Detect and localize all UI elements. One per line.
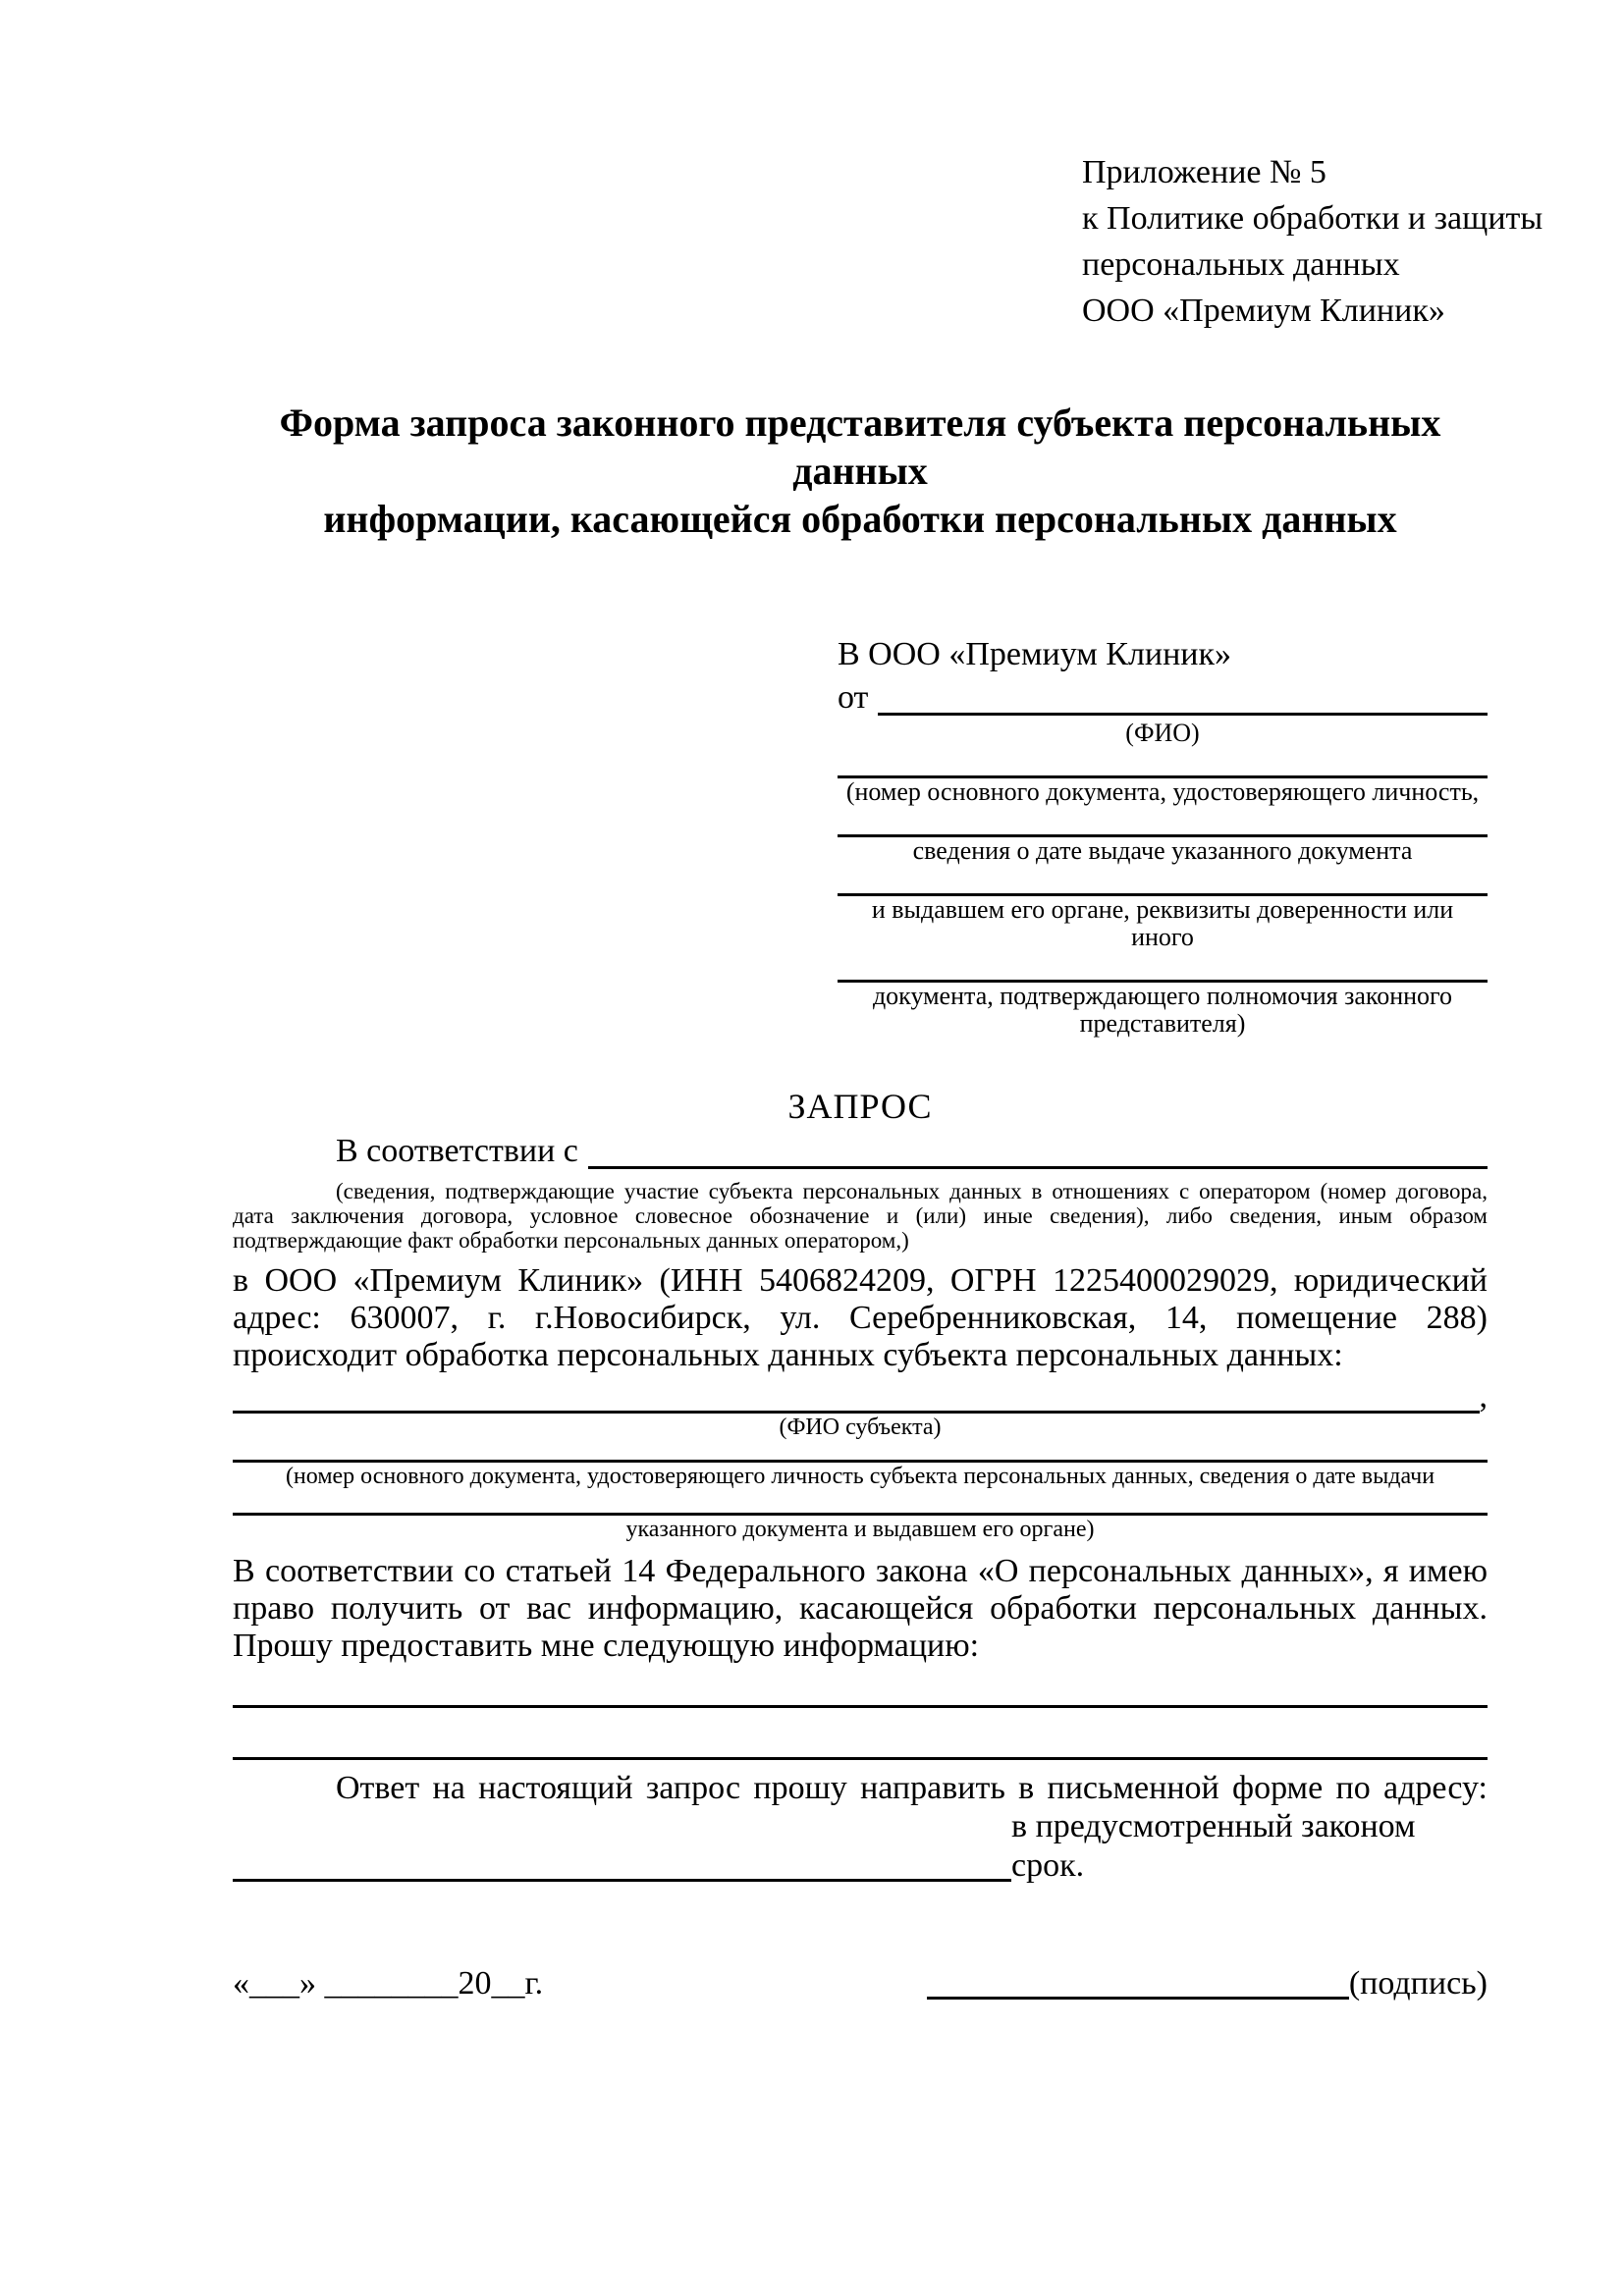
- subject-fio-field[interactable]: [233, 1388, 1480, 1414]
- signature-group: [927, 1964, 1488, 2003]
- requested-info-field-2[interactable]: [233, 1708, 1488, 1760]
- identity-doc-caption: (номер основного документа, удостоверяющего личность,: [845, 777, 1480, 806]
- from-row: [838, 676, 1488, 720]
- appendix-header-line: к Политике обработки и защиты: [1082, 200, 1543, 237]
- request-heading: ЗАПРОС: [787, 1087, 933, 1126]
- document-title-line: информации, касающейся обработки персональных данных: [323, 497, 1397, 541]
- operator-paragraph: в ООО «Премиум Клиник» (ИНН 5406824209, ОГРН 1225400029029, юридический адрес: 630007, г. г.Новосибирск, ул. Серебренниковская, 14, помещение 288) происходит обработка персональных данных субъекта персональных данных:: [233, 1262, 1488, 1373]
- accordance-caption: (сведения, подтверждающие участие субъекта персональных данных в отношениях с оператором (номер договора, дата заключения договора, условное словесное обозначение и (или) иные сведения), либо сведения, иным образом подтверждающие факт обработки персональных данных оператором,): [233, 1179, 1488, 1253]
- appendix-header-line: Приложение № 5: [1082, 154, 1326, 190]
- subject-fio-row: [233, 1380, 1488, 1414]
- subject-doc-caption-2: указанного документа и выдавшем его органе): [625, 1517, 1095, 1542]
- response-address-field[interactable]: [233, 1852, 1011, 1882]
- subject-doc-field-1[interactable]: [233, 1441, 1488, 1463]
- doc-issue-date-field[interactable]: [838, 806, 1488, 837]
- appendix-header-line: персональных данных: [1082, 246, 1400, 283]
- representative-fio-field[interactable]: [878, 686, 1488, 716]
- subject-doc-field-2[interactable]: [233, 1490, 1488, 1516]
- signature-field[interactable]: [927, 1970, 1349, 2000]
- appendix-header: [1082, 149, 1543, 334]
- article14-paragraph: В соответствии со статьей 14 Федерального закона «О персональных данных», я имею право получить от вас информацию, касающейся обработки персональных данных. Прошу предоставить мне следующую информацию:: [233, 1553, 1488, 1664]
- addressee-block: [838, 633, 1488, 1038]
- accordance-row: [233, 1130, 1488, 1173]
- issuing-authority-field[interactable]: [838, 865, 1488, 896]
- subject-fio-caption: (ФИО субъекта): [779, 1415, 942, 1440]
- fio-caption: (ФИО): [1125, 719, 1200, 747]
- date-field[interactable]: «___» ________20__г.: [233, 1965, 544, 2002]
- requested-info-field-1[interactable]: [233, 1665, 1488, 1708]
- authority-doc-caption: документа, подтверждающего полномочия законного представителя): [872, 982, 1453, 1038]
- signature-caption: (подпись): [1348, 1965, 1488, 2002]
- response-paragraph: Ответ на настоящий запрос прошу направить в письменной форме по адресу:: [336, 1770, 1488, 1806]
- response-suffix: в предусмотренный законом срок.: [1011, 1808, 1416, 1884]
- subject-doc-caption-1: (номер основного документа, удостоверяющего личность субъекта персональных данных, сведения о дате выдачи: [285, 1464, 1435, 1489]
- issuing-authority-caption: и выдавшем его органе, реквизиты доверенности или иного: [871, 895, 1454, 951]
- document-title: [233, 399, 1488, 543]
- response-address-row: [233, 1807, 1488, 1886]
- document-title-line: Форма запроса законного представителя субъекта персональных данных: [279, 400, 1441, 493]
- footer-row: [233, 1964, 1488, 2003]
- accordance-prefix: В соответствии с: [336, 1133, 578, 1169]
- from-label: от: [838, 679, 869, 716]
- identity-doc-number-field[interactable]: [838, 747, 1488, 778]
- appendix-header-line: ООО «Премиум Клиник»: [1082, 293, 1445, 329]
- subject-fio-suffix: ,: [1479, 1378, 1488, 1415]
- document-content: [233, 149, 1543, 2003]
- accordance-basis-field[interactable]: [588, 1140, 1488, 1169]
- addressee-organization: В ООО «Премиум Клиник»: [838, 636, 1232, 672]
- doc-issue-date-caption: сведения о дате выдаче указанного документа: [912, 836, 1413, 865]
- authority-doc-field[interactable]: [838, 951, 1488, 983]
